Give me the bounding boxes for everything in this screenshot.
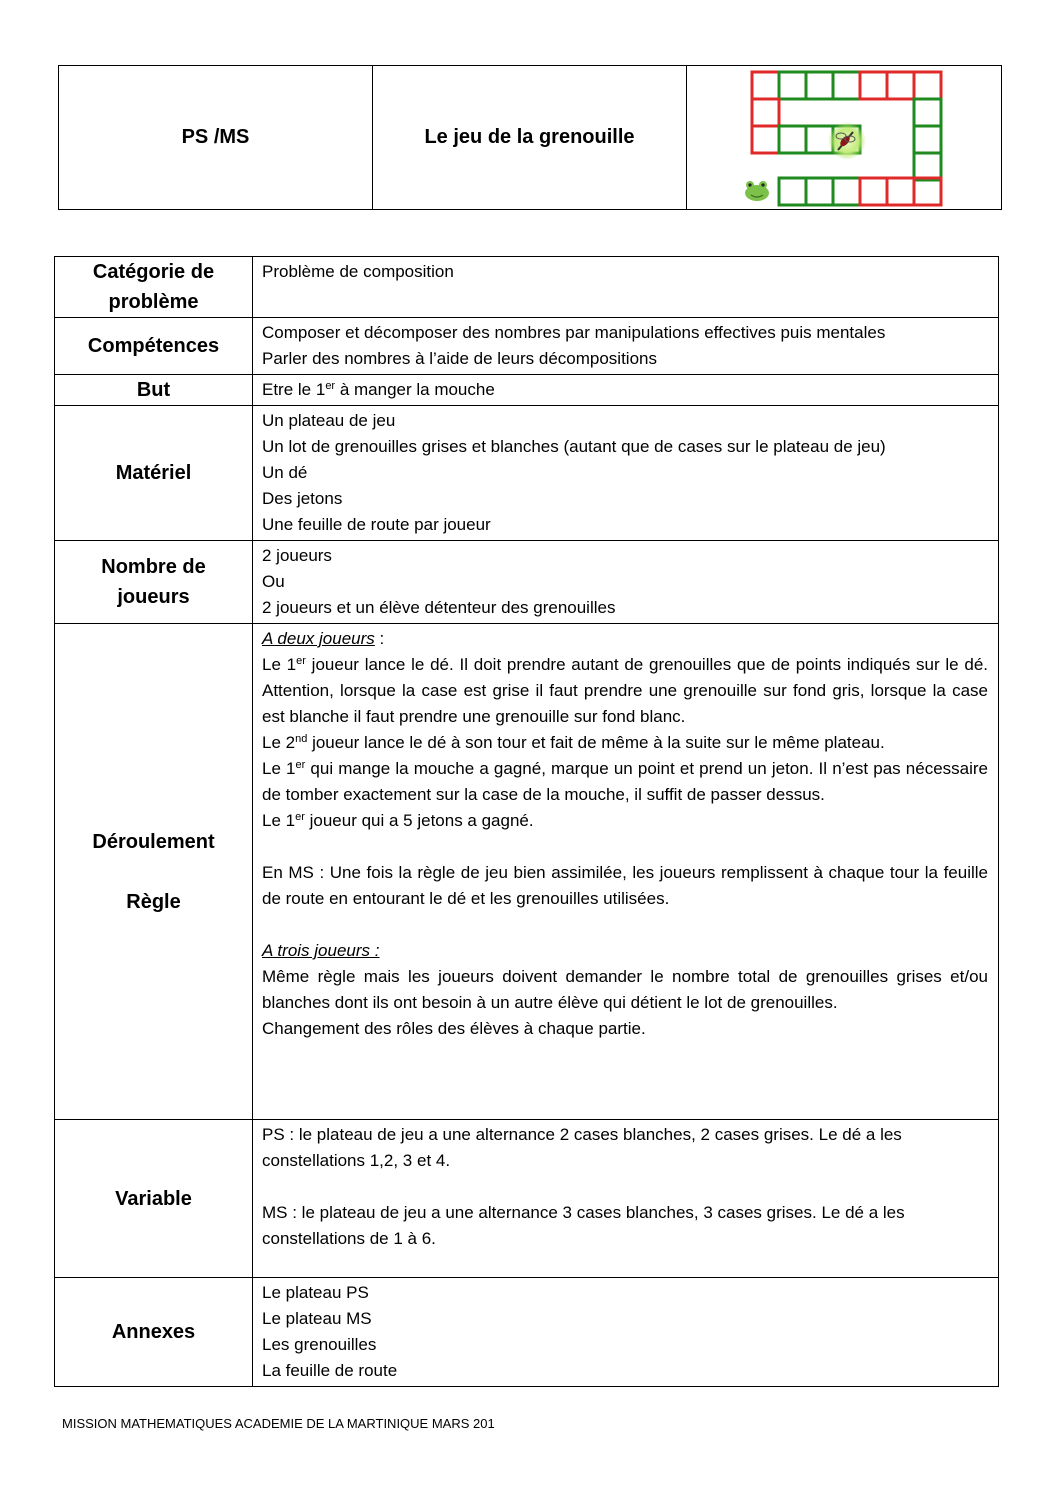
label-but: But [55, 375, 253, 406]
board-square [806, 178, 833, 205]
frog-icon [745, 181, 769, 201]
level-cell [59, 66, 373, 210]
but-text: Etre le 1er à manger la mouche [262, 380, 495, 399]
variable-line: PS : le plateau de jeu a une alternance 2 cases blanches, 2 cases grises. Le dé a les [262, 1125, 902, 1144]
rule-paragraph: Le 1er joueur lance le dé. Il doit prendre autant de grenouilles que de points indiqués sur le dé. Attention, lorsque la case est grise il faut prendre une grenouille sur fond gris, lorsque la case est blanche il faut prendre une grenouille sur fond blanc. [262, 655, 988, 726]
list-item: 2 joueurs et un élève détenteur des grenouilles [262, 598, 616, 617]
list-item: Un dé [262, 463, 308, 482]
row-materiel [55, 406, 999, 541]
rule-paragraph: Le 1er qui mange la mouche a gagné, marque un point et prend un jeton. Il n’est pas nécessaire de tomber exactement sur la case de la mouche, il suffit de passer dessus. [262, 759, 988, 804]
board-square [860, 178, 887, 205]
content-but [253, 375, 999, 406]
list-item: Ou [262, 572, 285, 591]
list-item: Le plateau MS [262, 1309, 372, 1328]
board-square [833, 178, 860, 205]
row-annexes [55, 1278, 999, 1387]
board-square [806, 72, 833, 99]
rule-paragraph: Même règle mais les joueurs doivent demander le nombre total de grenouilles grises et/ou blanches dont ils ont besoin à un autre élève qui détient le lot de grenouilles. [262, 967, 988, 1012]
list-item: Des jetons [262, 489, 343, 508]
board-square [779, 126, 806, 153]
content-categorie [253, 257, 999, 318]
list-item: Les grenouilles [262, 1335, 377, 1354]
list-item: Une feuille de route par joueur [262, 515, 491, 534]
content-annexes [253, 1278, 999, 1387]
two-players-heading: A deux joueurs : [262, 629, 385, 648]
board-square [833, 72, 860, 99]
content-nombre-joueurs [253, 541, 999, 624]
three-players-heading: A trois joueurs : [262, 941, 380, 960]
competence-line: Parler des nombres à l’aide de leurs décompositions [262, 349, 657, 368]
categorie-text: Problème de composition [262, 262, 454, 281]
fly-icon [828, 122, 866, 160]
board-square [752, 99, 779, 126]
row-nombre-joueurs [55, 541, 999, 624]
content-materiel [253, 406, 999, 541]
board-square [860, 72, 887, 99]
rule-paragraph: Le 2nd joueur lance le dé à son tour et fait de même à la suite sur le même plateau. [262, 733, 885, 752]
board-square [887, 178, 914, 205]
list-item: Le plateau PS [262, 1283, 369, 1302]
row-but [55, 375, 999, 406]
game-board-illustration [687, 66, 1001, 211]
board-square [914, 99, 941, 126]
list-item: Un plateau de jeu [262, 411, 396, 430]
label-categorie-2: problème [108, 291, 199, 313]
page-title: Le jeu de la grenouille [424, 126, 635, 148]
content-deroulement [253, 624, 999, 1120]
label-deroulement-1: Déroulement [92, 830, 215, 853]
row-competences [55, 318, 999, 375]
rule-paragraph: Changement des rôles des élèves à chaque partie. [262, 1019, 646, 1038]
board-square [887, 72, 914, 99]
board-square [752, 72, 779, 99]
label-nombre-1: Nombre de [101, 556, 206, 578]
board-square [914, 153, 941, 180]
board-illustration-cell [687, 66, 1002, 210]
header-table [58, 65, 1002, 210]
page-footer: MISSION MATHEMATIQUES ACADEMIE DE LA MARTINIQUE MARS 201 [62, 1416, 495, 1431]
competence-line: Composer et décomposer des nombres par manipulations effectives puis mentales [262, 323, 886, 342]
variable-line: MS : le plateau de jeu a une alternance 3 cases blanches, 3 cases grises. Le dé a les [262, 1203, 905, 1222]
level-text: PS /MS [181, 126, 250, 148]
label-deroulement [55, 624, 253, 1120]
title-cell [373, 66, 687, 210]
board-square [914, 126, 941, 153]
label-nombre-2: joueurs [117, 586, 190, 608]
board-square [914, 178, 941, 205]
board-square [914, 72, 941, 99]
row-deroulement [55, 624, 999, 1120]
label-variable: Variable [55, 1120, 253, 1278]
variable-line: constellations 1,2, 3 et 4. [262, 1151, 451, 1170]
board-square [779, 72, 806, 99]
lesson-table [54, 256, 999, 1387]
label-categorie-1: Catégorie de [92, 261, 215, 283]
content-competences [253, 318, 999, 375]
label-regle: Règle [126, 890, 181, 913]
rule-paragraph: Le 1er joueur qui a 5 jetons a gagné. [262, 811, 534, 830]
list-item: Un lot de grenouilles grises et blanches (autant que de cases sur le plateau de jeu) [262, 437, 886, 456]
label-categorie [55, 257, 253, 318]
list-item: La feuille de route [262, 1361, 398, 1380]
row-variable [55, 1120, 999, 1278]
list-item: 2 joueurs [262, 546, 332, 565]
label-materiel: Matériel [55, 406, 253, 541]
row-categorie [55, 257, 999, 318]
rule-paragraph: En MS : Une fois la règle de jeu bien assimilée, les joueurs remplissent à chaque tour la feuille de route en entourant le dé et les grenouilles utilisées. [262, 863, 988, 908]
board-square [779, 178, 806, 205]
variable-line: constellations de 1 à 6. [262, 1229, 436, 1248]
content-variable [253, 1120, 999, 1278]
label-competences: Compétences [55, 318, 253, 375]
label-nombre-joueurs [55, 541, 253, 624]
label-annexes: Annexes [55, 1278, 253, 1387]
board-square [752, 126, 779, 153]
